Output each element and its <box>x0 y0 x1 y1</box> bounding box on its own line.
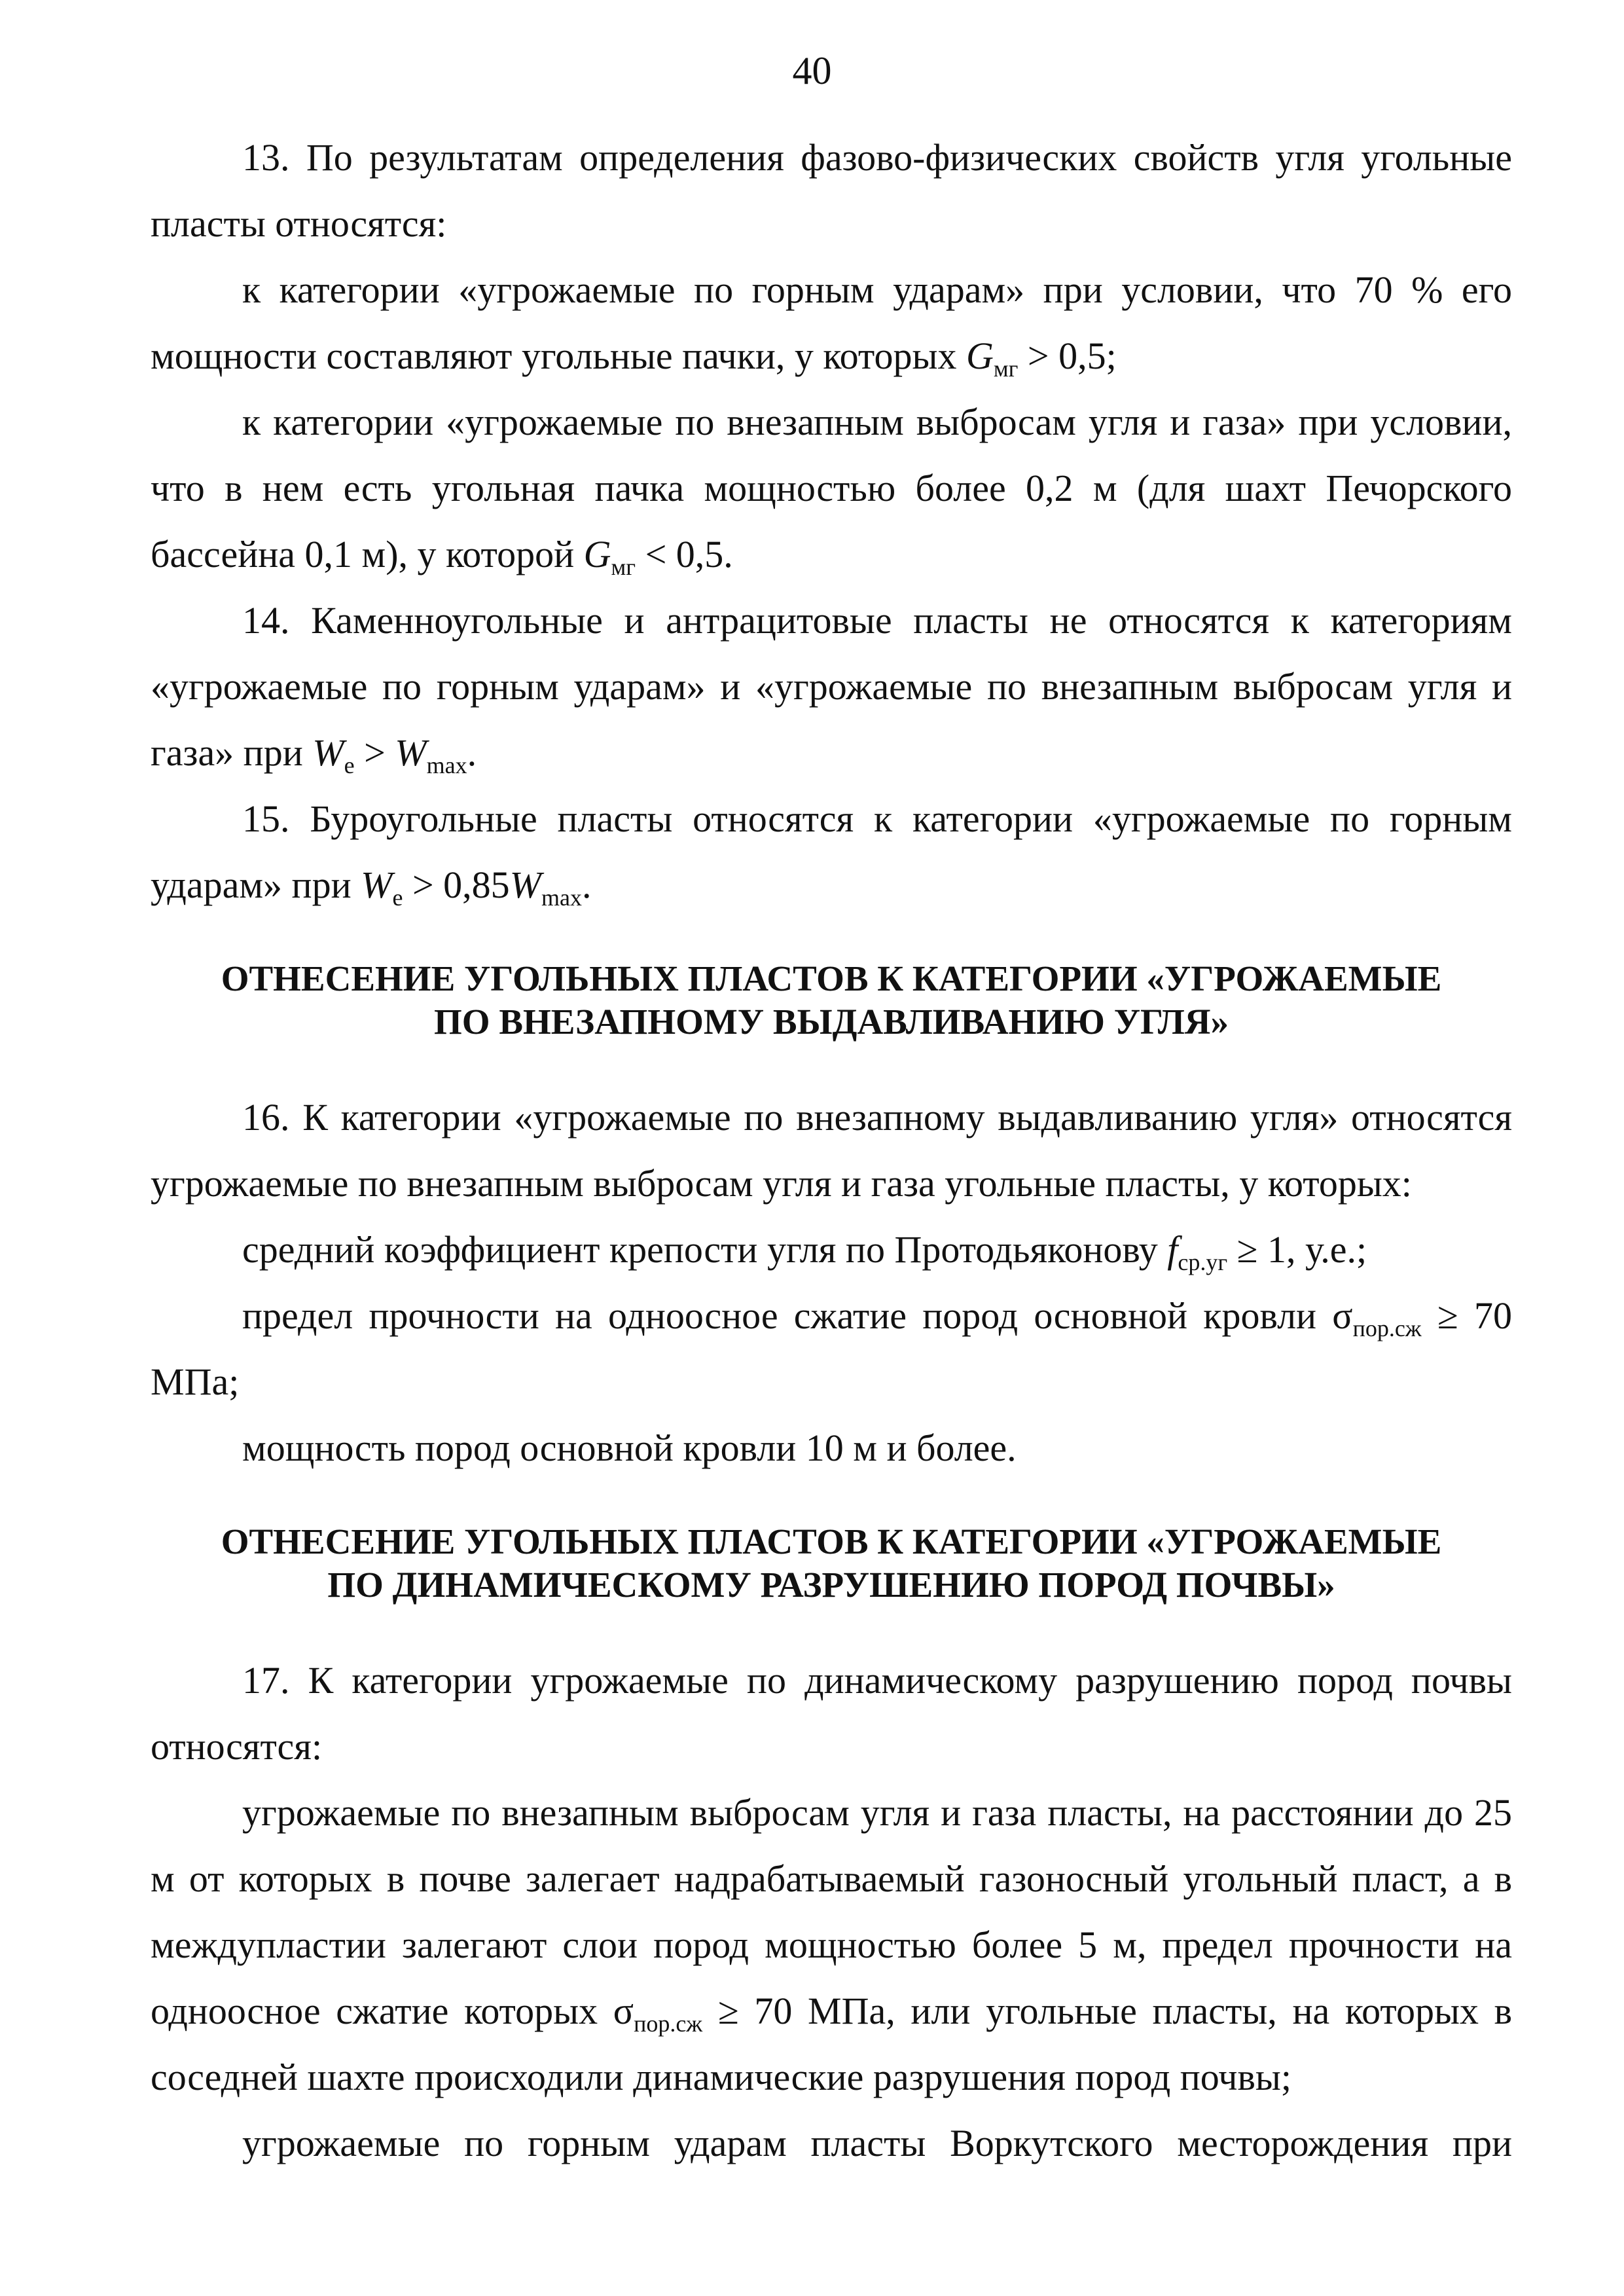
page-number: 40 <box>792 49 832 92</box>
text: > 0,85 <box>403 864 510 906</box>
text: 14. Каменноугольные и антрацитовые пласты не относятся к категориям «угрожаемые по горным ударам» и «угрожаемые по внезапным выбросам угля и газа» при <box>151 599 1512 774</box>
symbol-f: f <box>1167 1228 1178 1271</box>
symbol-w: W <box>395 731 427 774</box>
document-body <box>151 124 1512 2176</box>
paragraph-14 <box>151 587 1512 786</box>
symbol-w: W <box>509 864 541 906</box>
paragraph-13-intro: 13. По результатам определения фазово-физических свойств угля угольные пласты относятся: <box>151 136 1512 245</box>
text: > 0,5; <box>1018 335 1117 377</box>
paragraph-17-item-vorkuta: угрожаемые по горным ударам пласты Воркутского месторождения при <box>242 2122 1512 2164</box>
text: к категории «угрожаемые по горным ударам» при условии, что 70 % его мощности составляют угольные пачки, у которых <box>151 268 1512 377</box>
subscript: max <box>426 752 467 778</box>
text: 15. Буроугольные пласты относятся к категории «угрожаемые по горным ударам» при <box>151 797 1512 906</box>
text: < 0,5. <box>636 533 733 575</box>
subscript: мг <box>993 355 1019 382</box>
text: > <box>354 731 395 774</box>
paragraph-17-intro: 17. К категории угрожаемые по динамическому разрушению пород почвы относятся: <box>151 1659 1512 1768</box>
subscript: ср.уг <box>1178 1249 1228 1275</box>
paragraph-13-outburst <box>151 389 1512 587</box>
paragraph-13-rockburst <box>151 257 1512 389</box>
symbol-w: W <box>361 864 393 906</box>
subscript: е <box>344 752 355 778</box>
text: . <box>467 731 477 774</box>
text: ≥ 70 МПа, или угольные пласты, на которых в соседней шахте происходили динамические разрушения пород почвы; <box>151 1990 1512 2098</box>
text: ≥ 70 МПа; <box>151 1294 1512 1403</box>
section-heading-extrusion <box>151 957 1512 1044</box>
subscript: пор.сж <box>1352 1315 1422 1341</box>
symbol-w: W <box>312 731 344 774</box>
paragraph-16-item-thickness: мощность пород основной кровли 10 м и более. <box>242 1427 1017 1469</box>
paragraph-17-item-outburst <box>151 1779 1512 2110</box>
subscript: мг <box>611 554 636 580</box>
symbol-sigma: σ <box>1332 1294 1353 1337</box>
paragraph-15 <box>151 786 1512 918</box>
subscript: е <box>392 884 403 911</box>
section-heading-dynamic-failure <box>151 1520 1512 1607</box>
paragraph-16-item-compression <box>151 1283 1512 1415</box>
text: угрожаемые по внезапным выбросам угля и газа пласты, на расстоянии до 25 м от которых в почве залегает надрабатываемый газоносный угольный пласт, а в междупластии залегают слои пород мощностью более 5 м, предел прочности на одноосное сжатие которых <box>151 1791 1512 2032</box>
text: средний коэффициент крепости угля по Протодьяконову <box>242 1228 1168 1271</box>
text: к категории «угрожаемые по внезапным выбросам угля и газа» при условии, что в нем есть угольная пачка мощностью более 0,2 м (для шахт Печорского бассейна 0,1 м), у которой <box>151 401 1512 575</box>
subscript: max <box>541 884 582 911</box>
heading-line: ПО ДИНАМИЧЕСКОМУ РАЗРУШЕНИЮ ПОРОД ПОЧВЫ» <box>327 1565 1335 1605</box>
symbol-g: G <box>583 533 611 575</box>
heading-line: ОТНЕСЕНИЕ УГОЛЬНЫХ ПЛАСТОВ К КАТЕГОРИИ «УГРОЖАЕМЫЕ <box>221 958 1442 998</box>
paragraph-16-item-strength <box>151 1216 1512 1283</box>
text: ≥ 1, у.е.; <box>1227 1228 1367 1271</box>
text: предел прочности на одноосное сжатие пород основной кровли <box>242 1294 1333 1337</box>
heading-line: ПО ВНЕЗАПНОМУ ВЫДАВЛИВАНИЮ УГЛЯ» <box>434 1002 1229 1042</box>
symbol-g: G <box>965 335 994 377</box>
text: . <box>581 864 592 906</box>
subscript: пор.сж <box>634 2011 703 2037</box>
heading-line: ОТНЕСЕНИЕ УГОЛЬНЫХ ПЛАСТОВ К КАТЕГОРИИ «УГРОЖАЕМЫЕ <box>221 1522 1442 1561</box>
symbol-sigma: σ <box>613 1990 634 2032</box>
paragraph-16-intro: 16. К категории «угрожаемые по внезапному выдавливанию угля» относятся угрожаемые по внезапным выбросам угля и газа угольные пласты, у которых: <box>151 1096 1512 1205</box>
